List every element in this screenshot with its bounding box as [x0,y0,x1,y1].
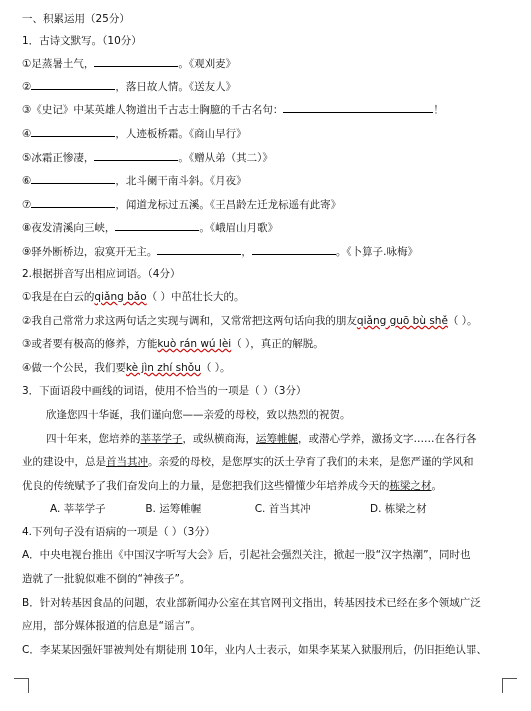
item-number: ⑨ [22,246,32,258]
item-text: 我自己常常力求这两句话之实现与调和，又常常把这两句话向我的朋友 [31,315,357,327]
answer-blank[interactable] [115,220,199,231]
q3-paragraph [22,479,519,493]
q2-item-2 [22,314,519,328]
q1-item-3 [22,102,519,117]
answer-blank[interactable] [31,173,115,184]
q2-item-3 [22,337,519,351]
q4-option-b-cont: 应用，部分媒体报道的信息是“谣言”。 [22,620,201,632]
text: 。亲爱的母校，是您厚实的沃土孕育了我们的未来，是您严谨的学风和 [148,456,474,468]
item-text: 。《峨眉山月歌》 [199,222,279,234]
pinyin: kuò rán wú lèi [157,338,232,350]
text: 业的建设中，总是 [22,456,106,468]
item-number: ④ [22,128,32,140]
item-text: ，人迹板桥霜。《商山早行》 [115,128,247,140]
q2-item-4 [22,361,519,375]
item-text: 做一个公民，我们要 [31,362,126,374]
underlined-word: 莘莘学子 [140,433,183,445]
pinyin: qiǎng guō bù shě [356,315,448,327]
q4-title: 4.下列句子没有语病的一项是（ ）（3分） [22,526,216,538]
item-text: 。《观刈麦》 [178,58,237,70]
q2-item-1 [22,290,519,304]
item-text: 驿外断桥边，寂寞开无主。 [31,246,158,258]
q1-item-4 [22,126,519,141]
pinyin: qiǎng bǎo [94,291,147,303]
q4-option-b[interactable]: B．针对转基因食品的问题，农业部新闻办公室在其官网刊文指出，转基因技术已经在多个领域广泛 [22,597,481,609]
option-c[interactable]: C. 首当其冲 [254,503,311,515]
q1-item-7 [22,197,519,212]
item-number: ⑥ [22,175,32,187]
item-text: （ ）。 [447,315,478,327]
text: 四十年来，您培养的 [46,433,141,445]
item-text: 冰霜正惨凄， [31,152,95,164]
page-corner-mark-right [502,678,517,693]
item-number: ⑤ [22,152,32,164]
answer-blank[interactable] [31,197,115,208]
q3-title: 3．下面语段中画线的词语，使用不恰当的一项是（ ）（3分） [22,385,307,397]
item-number: ④ [22,362,32,374]
section-heading: 一、积累运用（25分） [22,13,130,25]
q3-paragraph: 欣逢您四十华诞，我们谨向您——亲爱的母校，致以热烈的祝贺。 [46,409,351,421]
item-number: ⑧ [22,222,32,234]
q3-options [50,502,519,516]
answer-blank[interactable] [94,56,178,67]
q1-title: 1．古诗文默写。（10分） [22,35,142,47]
item-number: ③ [22,338,32,350]
option-b[interactable]: B. 运筹帷幄 [145,503,202,515]
underlined-word: 首当其冲 [106,456,148,468]
item-number: ② [22,81,32,93]
pinyin: kè jìn zhí shǒu [125,362,201,374]
underlined-word: 栋梁之材 [389,480,432,492]
answer-blank[interactable] [31,126,115,137]
item-number: ① [22,291,32,303]
item-text: 《史记》中某英雄人物道出千古志士胸臆的千古名句： [31,104,284,116]
q4-option-a-cont: 造就了一批貌似难不倒的“神孩子”。 [22,573,191,585]
q2-title: 2.根据拼音写出相应词语。（4分） [22,268,181,280]
text: ，或纵横商海， [182,433,256,445]
page-corner-mark-left [14,678,29,693]
q1-item-2 [22,79,519,94]
q1-item-1 [22,56,519,71]
text: ，或潜心学养，激扬文字……在各行各 [298,433,477,445]
option-d[interactable]: D. 栋梁之材 [370,503,427,515]
item-text: ， [241,246,252,258]
q1-item-8 [22,220,519,235]
item-number: ⑦ [22,199,32,211]
item-text: ，闻道龙标过五溪。《王昌龄左迁龙标遥有此寄》 [115,199,342,211]
item-text: ！ [433,104,444,116]
q1-item-9 [22,244,519,259]
answer-blank[interactable] [94,150,178,161]
answer-blank[interactable] [31,79,115,90]
item-text: （ ），真正的解脱。 [231,338,324,350]
item-text: ，北斗阑干南斗斜。《月夜》 [115,175,247,187]
q4-option-c[interactable]: C．李某某因强奸罪被判处有期徒刑 10年，业内人士表示，如果李某某入狱服刑后，仍旧拒绝认罪、 [22,644,488,656]
item-text: 足蒸暑土气， [31,58,95,70]
underlined-word: 运筹帷幄 [256,433,298,445]
item-number: ② [22,315,32,327]
q3-paragraph [22,455,519,469]
answer-blank[interactable] [252,244,336,255]
item-text: 。《卜算子.咏梅》 [335,246,419,258]
item-text: （ ）。 [200,362,231,374]
answer-blank[interactable] [283,102,433,113]
item-text: 我是在白云的 [31,291,95,303]
item-text: 。《赠从弟（其二）》 [178,152,273,164]
item-text: （ ）中茁壮长大的。 [146,291,245,303]
text: 。 [431,480,442,492]
answer-blank[interactable] [157,244,241,255]
item-number: ③ [22,104,32,116]
q1-item-6 [22,173,519,188]
item-text: ，落日故人情。《送友人》 [115,81,237,93]
option-a[interactable]: A. 莘莘学子 [50,503,106,515]
q3-paragraph [22,432,519,446]
item-text: 夜发清溪向三峡， [31,222,116,234]
q4-option-a[interactable]: A．中央电视台推出《中国汉字听写大会》后，引起社会强烈关注，掀起一股“汉字热潮”，同时也 [22,549,471,561]
q1-item-5 [22,150,519,165]
item-text: 或者要有极高的修养，方能 [31,338,158,350]
text: 优良的传统赋予了我们奋发向上的力量，是您把我们这些懵懂少年培养成今天的 [22,480,390,492]
item-number: ① [22,58,32,70]
